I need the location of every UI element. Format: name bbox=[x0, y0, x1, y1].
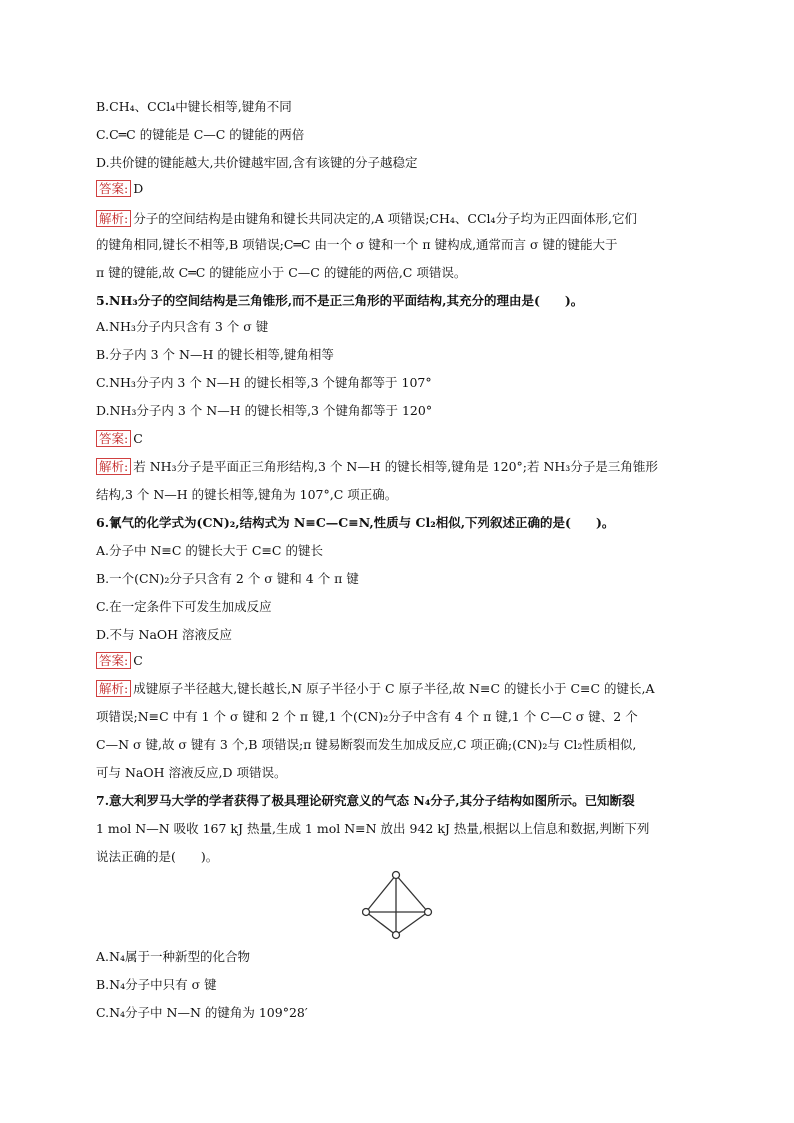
text-line bbox=[96, 126, 304, 144]
line-text: C.NH₃分子内 3 个 N—H 的键长相等,3 个键角都等于 107° bbox=[96, 375, 432, 390]
question-stem bbox=[96, 792, 635, 810]
analysis-label: 解析: bbox=[96, 458, 131, 475]
line-text: A.NH₃分子内只含有 3 个 σ 键 bbox=[96, 319, 269, 334]
text-line bbox=[96, 708, 638, 726]
n4-molecule-diagram bbox=[362, 870, 434, 942]
answer-line bbox=[96, 652, 143, 670]
text-line bbox=[96, 948, 250, 966]
analysis-label: 解析: bbox=[96, 680, 131, 697]
text-line bbox=[96, 542, 323, 560]
answer-line bbox=[96, 680, 655, 698]
line-text: B.分子内 3 个 N—H 的键长相等,键角相等 bbox=[96, 347, 334, 362]
text-line bbox=[96, 402, 432, 420]
line-text: 7.意大利罗马大学的学者获得了极具理论研究意义的气态 N₄分子,其分子结构如图所示。已知断裂 bbox=[96, 793, 635, 808]
text-line bbox=[96, 236, 618, 254]
text-line bbox=[96, 764, 286, 782]
atom-top bbox=[393, 872, 400, 879]
line-text: D.NH₃分子内 3 个 N—H 的键长相等,3 个键角都等于 120° bbox=[96, 403, 433, 418]
text-line bbox=[96, 848, 218, 866]
line-text: π 键的键能,故 C═C 的键能应小于 C—C 的键能的两倍,C 项错误。 bbox=[96, 265, 467, 280]
text-line bbox=[96, 1004, 308, 1022]
line-text: 项错误;N≡C 中有 1 个 σ 键和 2 个 π 键,1 个(CN)₂分子中含有 4 个 π 键,1 个 C—C σ 键、2 个 bbox=[96, 709, 638, 724]
line-text: C.在一定条件下可发生加成反应 bbox=[96, 599, 272, 614]
line-text: C—N σ 键,故 σ 键有 3 个,B 项错误;π 键易断裂而发生加成反应,C 项正确;(CN)₂与 Cl₂性质相似, bbox=[96, 737, 637, 752]
line-text: 1 mol N—N 吸收 167 kJ 热量,生成 1 mol N≡N 放出 942 kJ 热量,根据以上信息和数据,判断下列 bbox=[96, 821, 650, 836]
line-text: A.N₄属于一种新型的化合物 bbox=[96, 949, 250, 964]
question-stem bbox=[96, 292, 583, 310]
text-line bbox=[96, 820, 649, 838]
line-text: C.N₄分子中 N—N 的键角为 109°28′ bbox=[96, 1005, 308, 1020]
line-text: 结构,3 个 N—H 的键长相等,键角为 107°,C 项正确。 bbox=[96, 487, 398, 502]
line-text: 分子的空间结构是由键角和键长共同决定的,A 项错误;CH₄、CCl₄分子均为正四面体形,它们 bbox=[133, 211, 637, 226]
text-line bbox=[96, 598, 272, 616]
atom-right bbox=[425, 909, 432, 916]
text-line bbox=[96, 154, 418, 172]
line-text: C.C═C 的键能是 C—C 的键能的两倍 bbox=[96, 127, 305, 142]
line-text: 说法正确的是( )。 bbox=[96, 849, 219, 864]
text-line bbox=[96, 570, 359, 588]
line-text: 的键角相同,键长不相等,B 项错误;C═C 由一个 σ 键和一个 π 键构成,通常而言 σ 键的键能大于 bbox=[96, 237, 618, 252]
answer-label: 答案: bbox=[96, 652, 131, 669]
line-text: D.共价键的键能越大,共价键越牢固,含有该键的分子越稳定 bbox=[96, 155, 418, 170]
text-line bbox=[96, 264, 466, 282]
answer-line bbox=[96, 430, 143, 448]
line-text: 5.NH₃分子的空间结构是三角锥形,而不是正三角形的平面结构,其充分的理由是( )。 bbox=[96, 293, 584, 308]
line-text: B.一个(CN)₂分子只含有 2 个 σ 键和 4 个 π 键 bbox=[96, 571, 359, 586]
text-line bbox=[96, 736, 636, 754]
line-text: B.CH₄、CCl₄中键长相等,键角不同 bbox=[96, 99, 292, 114]
line-text: 6.氰气的化学式为(CN)₂,结构式为 N≡C—C≡N,性质与 Cl₂相似,下列叙述正确的是( )。 bbox=[96, 515, 615, 530]
text-line bbox=[96, 486, 397, 504]
line-text: C bbox=[133, 653, 143, 668]
line-text: B.N₄分子中只有 σ 键 bbox=[96, 977, 217, 992]
text-line bbox=[96, 626, 232, 644]
line-text: 若 NH₃分子是平面正三角形结构,3 个 N—H 的键长相等,键角是 120°;若 NH₃分子是三角锥形 bbox=[133, 459, 658, 474]
answer-line bbox=[96, 210, 637, 228]
text-line bbox=[96, 374, 432, 392]
line-text: D.不与 NaOH 溶液反应 bbox=[96, 627, 233, 642]
text-line bbox=[96, 318, 268, 336]
atom-bottom bbox=[393, 932, 400, 939]
question-stem bbox=[96, 514, 614, 532]
answer-line bbox=[96, 458, 658, 476]
line-text: C bbox=[133, 431, 143, 446]
answer-label: 答案: bbox=[96, 430, 131, 447]
line-text: D bbox=[133, 181, 144, 196]
text-line bbox=[96, 976, 217, 994]
analysis-label: 解析: bbox=[96, 210, 131, 227]
line-text: 成键原子半径越大,键长越长,N 原子半径小于 C 原子半径,故 N≡C 的键长小于 C≡C 的键长,A bbox=[133, 681, 655, 696]
atom-left bbox=[363, 909, 370, 916]
text-line bbox=[96, 346, 334, 364]
line-text: A.分子中 N≡C 的键长大于 C≡C 的键长 bbox=[96, 543, 323, 558]
answer-label: 答案: bbox=[96, 180, 131, 197]
answer-line bbox=[96, 180, 143, 198]
text-line bbox=[96, 98, 292, 116]
line-text: 可与 NaOH 溶液反应,D 项错误。 bbox=[96, 765, 287, 780]
